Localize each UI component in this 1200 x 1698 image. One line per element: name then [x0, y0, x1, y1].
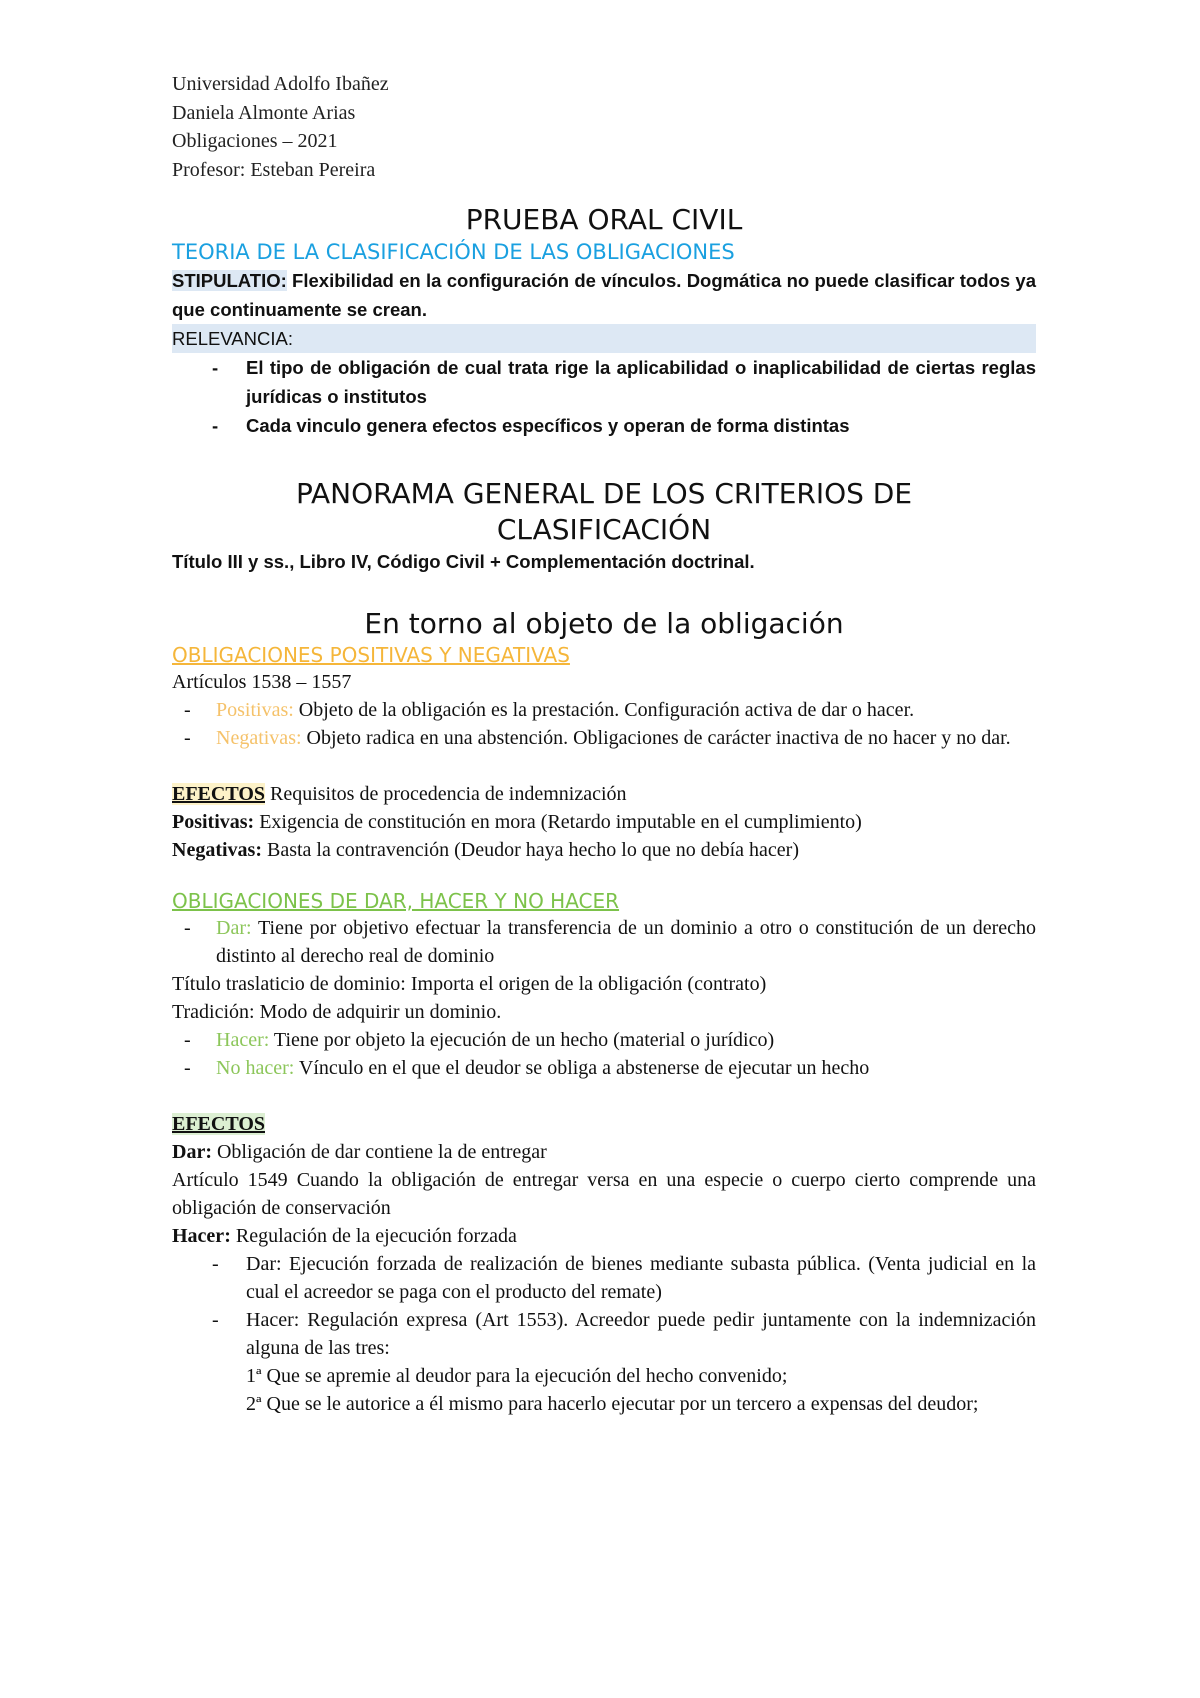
- student-line: Daniela Almonte Arias: [172, 101, 356, 124]
- title-prueba-oral: PRUEBA ORAL CIVIL: [465, 203, 743, 236]
- articulos-line: Artículos 1538 – 1557: [172, 671, 352, 693]
- heading-teoria-clasificacion: TEORIA DE LA CLASIFICACIÓN DE LAS OBLIGACIONES: [172, 240, 735, 264]
- university-line: Universidad Adolfo Ibañez: [172, 73, 389, 95]
- list-item: - Hacer: Regulación expresa (Art 1553). Acreedor puede pedir juntamente con la indemnización alguna de las tres: 1ª Que se apremie al deudor para la ejecución del hecho convenido; 2ª Que se le autorice a él mismo para hacerlo ejecutar por un tercero a expensas del deudor;: [212, 1309, 1036, 1415]
- efectos-negativas-line: Negativas: Basta la contravención (Deudor haya hecho lo que no debía hacer): [172, 839, 799, 861]
- list-item: - Dar: Ejecución forzada de realización de bienes mediante subasta pública. (Venta judicial en la cual el acreedor se paga con el producto del remate): [212, 1253, 1036, 1303]
- list-item: - Dar: Tiene por objetivo efectuar la transferencia de un dominio a otro o constitución de un derecho distinto al derecho real de dominio: [184, 917, 1036, 967]
- title-objeto-obligacion: En torno al objeto de la obligación: [364, 607, 844, 640]
- stipulatio-paragraph: [172, 266, 1036, 324]
- heading-dar-hacer: OBLIGACIONES DE DAR, HACER Y NO HACER: [172, 889, 620, 913]
- dar-list: [172, 914, 1036, 970]
- list-item: - Positivas: Objeto de la obligación es la prestación. Configuración activa de dar o hacer.: [184, 699, 915, 721]
- header-block: [172, 70, 1036, 184]
- heading-positivas-negativas: OBLIGACIONES POSITIVAS Y NEGATIVAS: [172, 643, 570, 667]
- positivas-list: [172, 696, 1036, 752]
- hacer-list: [172, 1026, 1036, 1082]
- course-line: Obligaciones – 2021: [172, 130, 338, 152]
- efectos-label: EFECTOS: [172, 783, 265, 805]
- efectos-2-heading: [172, 1110, 1036, 1138]
- stipulatio-text: Flexibilidad en la configuración de vínculos. Dogmática no puede clasificar todos ya que continuamente se crean.: [172, 270, 1036, 320]
- ejecucion-list: [172, 1250, 1036, 1418]
- title-panorama-line1: PANORAMA GENERAL DE LOS CRITERIOS DE: [295, 477, 913, 510]
- stipulatio-label: STIPULATIO:: [172, 270, 287, 291]
- efectos-positivas-line: Positivas: Exigencia de constitución en mora (Retardo imputable en el cumplimiento): [172, 811, 862, 833]
- tradicion-line: Tradición: Modo de adquirir un dominio.: [172, 1001, 502, 1023]
- option-2: 2ª Que se le autorice a él mismo para hacerlo ejecutar por un tercero a expensas del deudor;: [246, 1393, 979, 1415]
- title-panorama: [172, 476, 1036, 548]
- list-item: - El tipo de obligación de cual trata rige la aplicabilidad o inaplicabilidad de ciertas reglas jurídicas o institutos: [212, 357, 1036, 407]
- list-item: - Cada vinculo genera efectos específicos y operan de forma distintas: [212, 415, 850, 436]
- articulo-1549: Artículo 1549 Cuando la obligación de entregar versa en una especie o cuerpo cierto comprende una obligación de conservación: [172, 1169, 1036, 1219]
- relevancia-label: RELEVANCIA:: [172, 324, 1036, 353]
- professor-line: Profesor: Esteban Pereira: [172, 158, 376, 181]
- efectos-2-label: EFECTOS: [172, 1113, 265, 1135]
- efectos-1-line: EFECTOS Requisitos de procedencia de indemnización: [172, 783, 627, 805]
- efectos-hacer-line: Hacer: Regulación de la ejecución forzada: [172, 1225, 517, 1247]
- list-item: - Negativas: Objeto radica en una abstención. Obligaciones de carácter inactiva de no hacer y no dar.: [184, 727, 1011, 749]
- efectos-dar-line: Dar: Obligación de dar contiene la de entregar: [172, 1141, 547, 1163]
- title-panorama-line2: CLASIFICACIÓN: [496, 513, 712, 546]
- document-page: [172, 70, 1036, 1418]
- list-item: - Hacer: Tiene por objeto la ejecución de un hecho (material o jurídico): [184, 1029, 775, 1051]
- titulo-line: Título traslaticio de dominio: Importa el origen de la obligación (contrato): [172, 973, 767, 995]
- relevancia-list: [172, 353, 1036, 440]
- panorama-subtitle: Título III y ss., Libro IV, Código Civil + Complementación doctrinal.: [172, 551, 755, 572]
- list-item: - No hacer: Vínculo en el que el deudor se obliga a abstenerse de ejecutar un hecho: [184, 1057, 870, 1079]
- option-1: 1ª Que se apremie al deudor para la ejecución del hecho convenido;: [246, 1365, 788, 1387]
